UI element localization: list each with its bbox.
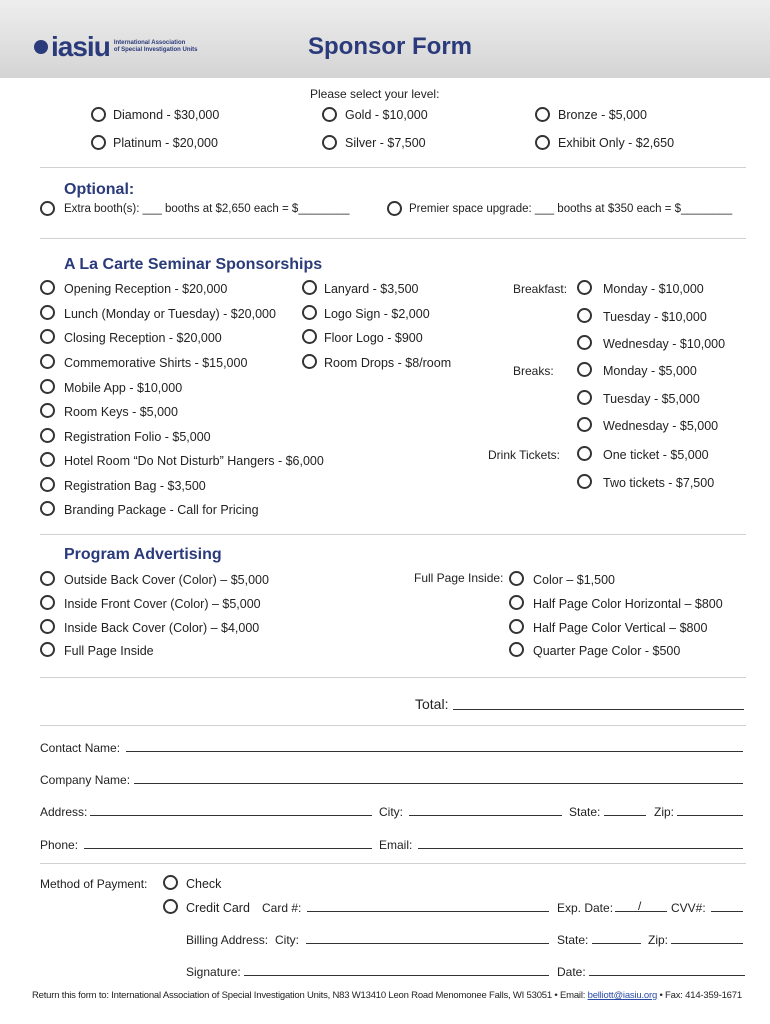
extra-booth-radio[interactable]: [40, 201, 55, 216]
room-drops-label: Room Drops - $8/room: [324, 356, 452, 370]
room-drops-radio[interactable]: [302, 354, 317, 369]
seminar-option-label: Room Keys - $5,000: [64, 405, 178, 419]
breaks-tuesday-radio[interactable]: [577, 390, 592, 405]
seminar-option-label: Closing Reception - $20,000: [64, 331, 222, 345]
seminar-option-radio[interactable]: [40, 329, 55, 344]
phone-field[interactable]: [84, 848, 372, 849]
email-field[interactable]: [418, 848, 743, 849]
full-page-inside-options-label: Full Page Inside:: [414, 571, 504, 585]
state-field[interactable]: [604, 815, 646, 816]
credit-card-radio[interactable]: [163, 899, 178, 914]
drink-two-radio[interactable]: [577, 474, 592, 489]
address-field[interactable]: [90, 815, 372, 816]
billing-address-label: Billing Address:: [186, 933, 269, 947]
level-exhibit-label: Exhibit Only - $2,650: [558, 136, 675, 150]
logo-sign-radio[interactable]: [302, 305, 317, 320]
exp-date-label: Exp. Date:: [557, 901, 614, 915]
breaks-wednesday-label: Wednesday - $5,000: [603, 419, 719, 433]
breakfast-tuesday-radio[interactable]: [577, 308, 592, 323]
company-name-field[interactable]: [134, 783, 743, 784]
level-exhibit-radio[interactable]: [535, 135, 550, 150]
lanyard-label: Lanyard - $3,500: [324, 282, 419, 296]
outside-back-cover-radio[interactable]: [40, 571, 55, 586]
divider: [40, 167, 746, 168]
full-page-inside-radio[interactable]: [40, 642, 55, 657]
city-label: City:: [379, 805, 403, 819]
zip-label: Zip:: [654, 805, 675, 819]
footer: [32, 990, 742, 1001]
color-radio[interactable]: [509, 571, 524, 586]
level-silver-radio[interactable]: [322, 135, 337, 150]
divider: [40, 863, 746, 864]
logo-subtitle: [114, 40, 198, 54]
level-bronze-radio[interactable]: [535, 107, 550, 122]
footer-email-link[interactable]: belliott@iasiu.org: [587, 990, 658, 1001]
inside-front-cover-label: Inside Front Cover (Color) – $5,000: [64, 597, 261, 611]
floor-logo-radio[interactable]: [302, 329, 317, 344]
divider: [40, 238, 746, 239]
signature-label: Signature:: [186, 965, 241, 979]
seminar-option-radio[interactable]: [40, 305, 55, 320]
drink-one-label: One ticket - $5,000: [603, 448, 709, 462]
breaks-label: Breaks:: [513, 364, 554, 378]
premier-upgrade-label: Premier space upgrade: ___ booths at $350 each = $________: [409, 203, 733, 215]
card-number-field[interactable]: [307, 911, 549, 912]
date-field[interactable]: [589, 975, 745, 976]
billing-zip-label: Zip:: [648, 933, 669, 947]
drink-tickets-label: Drink Tickets:: [488, 448, 561, 462]
logo-wordmark: iasiu: [51, 31, 110, 62]
billing-city-field[interactable]: [306, 943, 549, 944]
globe-icon: [34, 40, 48, 54]
outside-back-cover-label: Outside Back Cover (Color) – $5,000: [64, 573, 269, 587]
half-vertical-radio[interactable]: [509, 619, 524, 634]
header-band: [0, 0, 770, 78]
quarter-page-radio[interactable]: [509, 642, 524, 657]
cvv-label: CVV#:: [671, 901, 706, 915]
contact-name-label: Contact Name:: [40, 741, 121, 755]
signature-field[interactable]: [244, 975, 549, 976]
seminar-heading: A La Carte Seminar Sponsorships: [64, 256, 323, 273]
billing-state-label: State:: [557, 933, 589, 947]
total-label: Total:: [415, 696, 449, 712]
breakfast-wednesday-radio[interactable]: [577, 335, 592, 350]
level-platinum-label: Platinum - $20,000: [113, 136, 218, 150]
check-label: Check: [186, 877, 222, 891]
level-silver-label: Silver - $7,500: [345, 136, 426, 150]
seminar-option-radio[interactable]: [40, 403, 55, 418]
half-vertical-label: Half Page Color Vertical – $800: [533, 621, 708, 635]
iasiu-logo: [34, 33, 198, 61]
breaks-monday-label: Monday - $5,000: [603, 364, 697, 378]
footer-fax: • Fax: 414-359-1671: [657, 990, 742, 1001]
level-prompt: Please select your level:: [310, 87, 440, 101]
city-field[interactable]: [409, 815, 562, 816]
level-gold-label: Gold - $10,000: [345, 108, 428, 122]
seminar-option-radio[interactable]: [40, 501, 55, 516]
seminar-option-label: Registration Folio - $5,000: [64, 430, 211, 444]
seminar-option-label: Commemorative Shirts - $15,000: [64, 356, 248, 370]
company-name-label: Company Name:: [40, 773, 131, 787]
payment-method-label: Method of Payment:: [40, 877, 148, 891]
seminar-option-radio[interactable]: [40, 477, 55, 492]
inside-back-cover-radio[interactable]: [40, 619, 55, 634]
breaks-wednesday-radio[interactable]: [577, 417, 592, 432]
optional-heading: Optional:: [64, 181, 135, 198]
advertising-heading: Program Advertising: [64, 546, 222, 563]
seminar-option-radio[interactable]: [40, 379, 55, 394]
logo-sub-line-2: of Special Investigation Units: [113, 47, 198, 53]
state-label: State:: [569, 805, 601, 819]
logo-sign-label: Logo Sign - $2,000: [324, 307, 430, 321]
seminar-option-label: Branding Package - Call for Pricing: [64, 503, 259, 517]
billing-city-label: City:: [275, 933, 299, 947]
floor-logo-label: Floor Logo - $900: [324, 331, 423, 345]
inside-front-cover-radio[interactable]: [40, 595, 55, 610]
level-bronze-label: Bronze - $5,000: [558, 108, 647, 122]
level-gold-radio[interactable]: [322, 107, 337, 122]
seminar-option-radio[interactable]: [40, 452, 55, 467]
breakfast-monday-radio[interactable]: [577, 280, 592, 295]
seminar-option-label: Hotel Room “Do Not Disturb” Hangers - $6,000: [64, 454, 324, 468]
lanyard-radio[interactable]: [302, 280, 317, 295]
logo-sub-line-1: International Association: [113, 40, 186, 46]
full-page-inside-label: Full Page Inside: [64, 644, 154, 658]
phone-label: Phone:: [40, 838, 79, 852]
date-label: Date:: [557, 965, 586, 979]
card-number-label: Card #:: [262, 901, 302, 915]
breaks-tuesday-label: Tuesday - $5,000: [603, 392, 700, 406]
drink-one-radio[interactable]: [577, 446, 592, 461]
level-diamond-label: Diamond - $30,000: [113, 108, 220, 122]
divider: [40, 725, 746, 726]
page-title: Sponsor Form: [308, 33, 473, 60]
seminar-option-label: Mobile App - $10,000: [64, 381, 183, 395]
extra-booth-label: Extra booth(s): ___ booths at $2,650 each = $________: [64, 203, 350, 215]
breakfast-monday-label: Monday - $10,000: [603, 282, 704, 296]
half-horizontal-radio[interactable]: [509, 595, 524, 610]
seminar-option-radio[interactable]: [40, 280, 55, 295]
address-label: Address:: [40, 805, 88, 819]
exp-date-slash: /: [638, 899, 642, 913]
level-diamond-radio[interactable]: [91, 107, 106, 122]
seminar-option-label: Opening Reception - $20,000: [64, 282, 228, 296]
quarter-page-label: Quarter Page Color - $500: [533, 644, 681, 658]
seminar-option-radio[interactable]: [40, 354, 55, 369]
breakfast-tuesday-label: Tuesday - $10,000: [603, 310, 707, 324]
seminar-option-label: Registration Bag - $3,500: [64, 479, 206, 493]
divider: [40, 534, 746, 535]
credit-card-label: Credit Card: [186, 901, 250, 915]
breakfast-wednesday-label: Wednesday - $10,000: [603, 337, 726, 351]
inside-back-cover-label: Inside Back Cover (Color) – $4,000: [64, 621, 260, 635]
total-field[interactable]: [453, 709, 744, 710]
color-label: Color – $1,500: [533, 573, 616, 587]
drink-two-label: Two tickets - $7,500: [603, 476, 715, 490]
cvv-field[interactable]: [711, 911, 743, 912]
breakfast-label: Breakfast:: [513, 282, 568, 296]
half-horizontal-label: Half Page Color Horizontal – $800: [533, 597, 723, 611]
premier-upgrade-radio[interactable]: [387, 201, 402, 216]
billing-zip-field[interactable]: [671, 943, 743, 944]
contact-name-field[interactable]: [126, 751, 743, 752]
seminar-option-radio[interactable]: [40, 428, 55, 443]
seminar-option-label: Lunch (Monday or Tuesday) - $20,000: [64, 307, 276, 321]
footer-text: Return this form to: International Association of Special Investigation Units, N83 W13410 Leon Road Menomonee Falls, WI 53051 • Email:: [32, 990, 588, 1001]
billing-state-field[interactable]: [592, 943, 641, 944]
level-platinum-radio[interactable]: [91, 135, 106, 150]
divider: [40, 677, 746, 678]
email-label: Email:: [379, 838, 413, 852]
zip-field[interactable]: [677, 815, 743, 816]
breaks-monday-radio[interactable]: [577, 362, 592, 377]
check-radio[interactable]: [163, 875, 178, 890]
